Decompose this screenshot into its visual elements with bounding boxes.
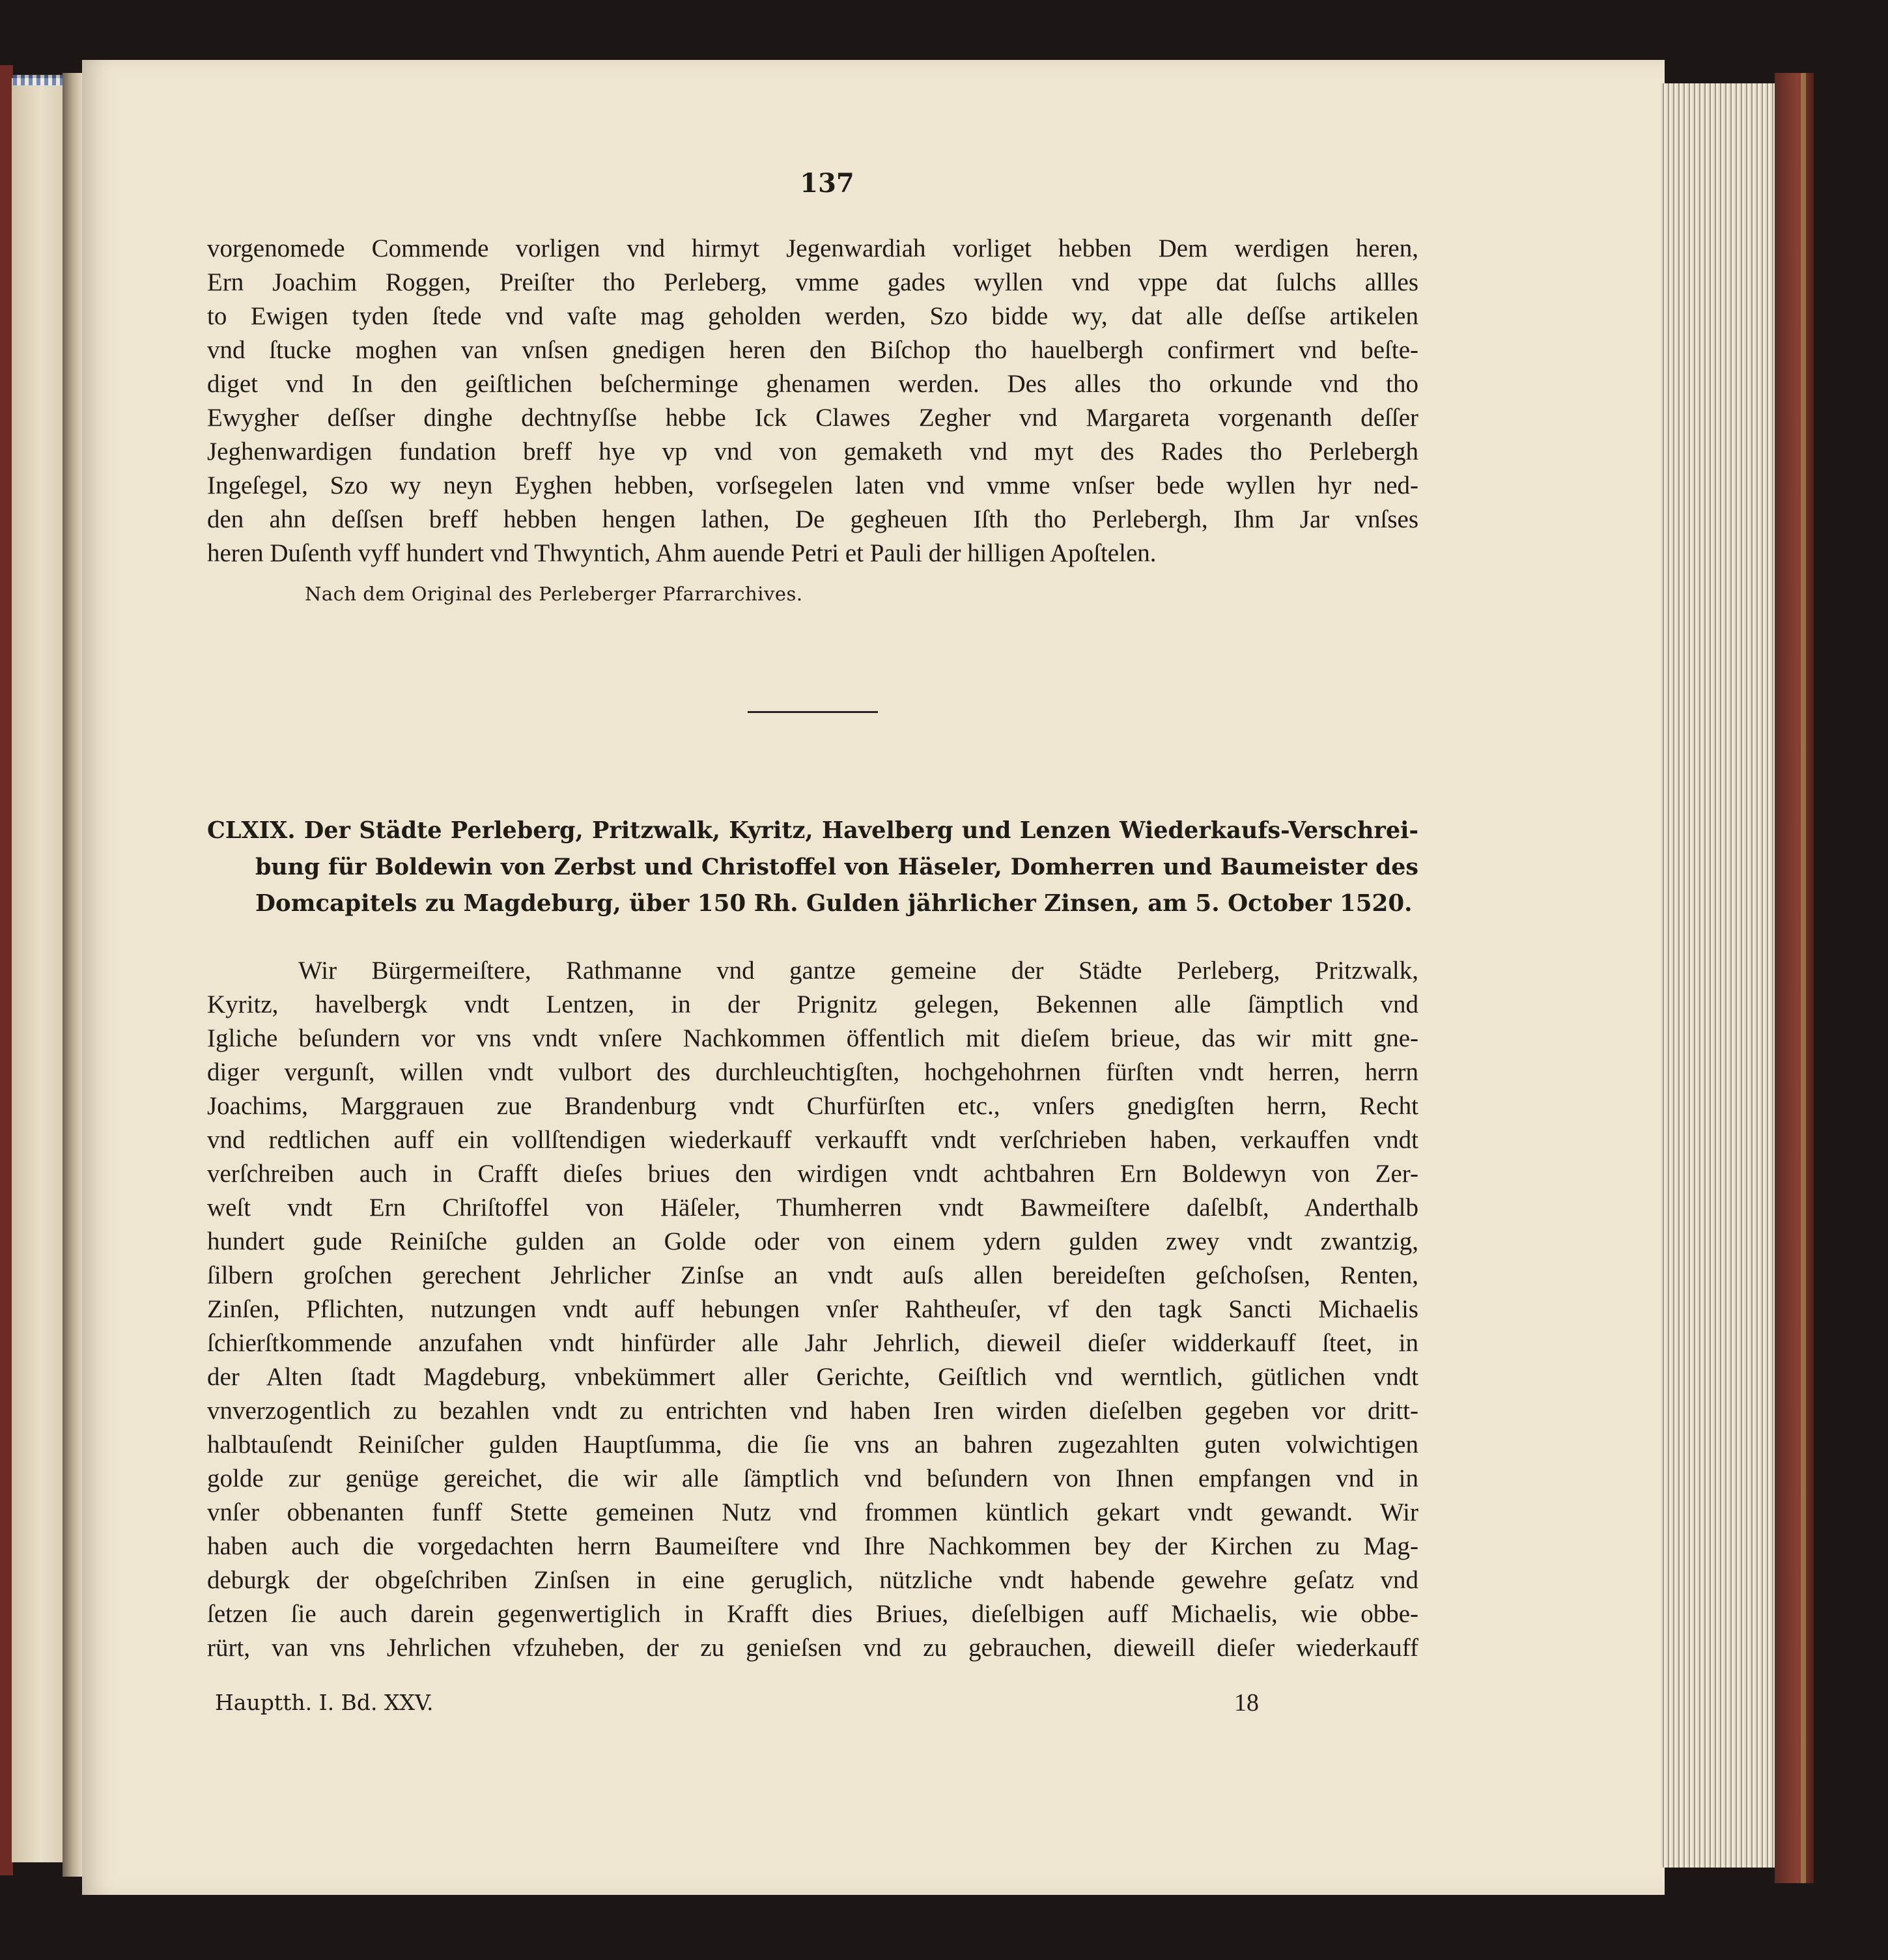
text-line: heren Duſenth vyff hundert vnd Thwyntich, Ahm auende Petri et Pauli der hilligen Apoſtelen. bbox=[207, 539, 1157, 567]
text-line: Wir Bürgermeiſtere, Rathmanne vnd gantze gemeine der Städte Perleberg, Pritzwalk, bbox=[298, 957, 1418, 985]
text-line: Ingeſegel, Szo wy neyn Eyghen hebben, vorſsegelen laten vnd vmme vnſser bede wyllen hyr ned- bbox=[207, 471, 1418, 499]
text-line: weſt vndt Ern Chriſtoffel von Häſeler, Thumherren vndt Bawmeiſtere daſelbſt, Anderthalb bbox=[207, 1194, 1418, 1222]
text-line: vorgenomede Commende vorligen vnd hirmyt Jegenwardiah vorliget hebben Dem werdigen heren, bbox=[207, 234, 1418, 262]
top-paragraph bbox=[207, 232, 1418, 570]
text-line: Zinſen, Pflichten, nutzungen vndt auff hebungen vnſer Rahtheuſer, vf den tagk Sancti Michaelis bbox=[207, 1295, 1418, 1323]
text-line: Kyritz, havelbergk vndt Lentzen, in der Prignitz gelegen, Bekennen alle ſämptlich vnd bbox=[207, 990, 1418, 1018]
text-line: Ewygher deſſser dinghe dechtnyſſse hebbe Ick Clawes Zegher vnd Margareta vorgenanth deſſer bbox=[207, 404, 1418, 432]
text-line: der Alten ſtadt Magdeburg, vnbekümmert aller Gerichte, Geiſtlich vnd werntlich, gütlichen vndt bbox=[207, 1363, 1418, 1391]
text-line: den ahn deſſsen breff hebben hengen lathen, De gegheuen Iſth tho Perlebergh, Ihm Jar vnſses bbox=[207, 505, 1418, 533]
text-line: verſchreiben auch in Crafft dieſes briues den wirdigen vndt achtbahren Ern Boldewyn von Zer- bbox=[207, 1160, 1418, 1188]
text-line: Jeghenwardigen fundation breff hye vp vnd von gemaketh vnd myt des Rades tho Perlebergh bbox=[207, 438, 1418, 466]
text-line: rürt, van vns Jehrlichen vfzuheben, der zu genieſsen vnd zu gebrauchen, dieweill dieſer wiederkauff bbox=[207, 1634, 1418, 1662]
left-book-cover bbox=[0, 65, 13, 1875]
text-line: vnverzogentlich zu bezahlen vndt zu entrichten vnd haben Iren wirden dieſelben gegeben vor dritt- bbox=[207, 1397, 1418, 1425]
text-line: ſilbern groſchen gerechent Jehrlicher Zinſse an vndt auſs allen bereideſten geſchoſsen, Renten, bbox=[207, 1261, 1418, 1289]
source-note: Nach dem Original des Perleberger Pfarrarchives. bbox=[305, 583, 803, 605]
right-book-cover bbox=[1775, 73, 1814, 1883]
heading-line: bung für Boldewin von Zerbst und Christoffel von Häseler, Domherren und Baumeister des bbox=[255, 854, 1418, 880]
signature-mark: Hauptth. I. Bd. XXV. bbox=[215, 1690, 434, 1715]
page-number: 137 bbox=[800, 168, 854, 199]
document-heading bbox=[207, 813, 1418, 922]
sheet-number: 18 bbox=[1234, 1689, 1259, 1716]
book-gutter bbox=[63, 73, 85, 1877]
text-line: vnd ſtucke moghen van vnſsen gnedigen heren den Biſchop tho hauelbergh confirmert vnd beſte- bbox=[207, 336, 1418, 364]
text-line: golde zur genüge gereichet, die wir alle ſämptlich vnd beſundern von Ihnen empfangen vnd in bbox=[207, 1464, 1418, 1492]
section-divider bbox=[748, 711, 878, 713]
text-line: Igliche beſundern vor vns vndt vnſere Nachkommen öffentlich mit dieſem brieue, das wir mitt gne- bbox=[207, 1024, 1418, 1052]
heading-line: Domcapitels zu Magdeburg, über 150 Rh. Gulden jährlicher Zinsen, am 5. October 1520. bbox=[255, 890, 1413, 917]
left-page bbox=[12, 78, 65, 1862]
text-line: Ern Joachim Roggen, Preiſter tho Perleberg, vmme gades wyllen vnd vppe dat ſulchs allles bbox=[207, 268, 1418, 296]
text-line: hundert gude Reiniſche gulden an Golde oder von einem ydern gulden zwey vndt zwantzig, bbox=[207, 1227, 1418, 1255]
text-line: haben auch die vorgedachten herrn Baumeiſtere vnd Ihre Nachkommen bey der Kirchen zu Mag- bbox=[207, 1532, 1418, 1560]
left-page-edge bbox=[13, 75, 65, 85]
main-paragraph bbox=[207, 954, 1418, 1665]
text-line: deburgk der obgeſchriben Zinſsen in eine geruglich, nützliche vndt habende gewehre geſatz vnd bbox=[207, 1566, 1418, 1594]
cover-trim bbox=[1801, 73, 1806, 1883]
text-line: ſchierſtkommende anzufahen vndt hinfürder alle Jahr Jehrlich, dieweil dieſer widderkauff ſteet, in bbox=[207, 1329, 1418, 1357]
text-line: to Ewigen tyden ſtede vnd vaſte mag geholden werden, Szo bidde wy, dat alle deſſse artikelen bbox=[207, 302, 1418, 330]
text-line: vnd redtlichen auff ein vollſtendigen wiederkauff verkaufft vndt verſchrieben haben, verkauffen vndt bbox=[207, 1126, 1418, 1154]
heading-line: CLXIX. Der Städte Perleberg, Pritzwalk, Kyritz, Havelberg und Lenzen Wiederkaufs-Verschrei- bbox=[207, 817, 1418, 844]
text-line: halbtauſendt Reiniſcher gulden Hauptſumma, die ſie vns an bahren zugezahlten guten volwichtigen bbox=[207, 1431, 1418, 1459]
text-line: diger vergunſt, willen vndt vulbort des durchleuchtigſten, hochgehohrnen fürſten vndt herren, herrn bbox=[207, 1058, 1418, 1086]
text-line: diget vnd In den geiſtlichen beſcherminge ghenamen werden. Des alles tho orkunde vnd tho bbox=[207, 370, 1418, 398]
text-line: vnſer obbenanten funff Stette gemeinen Nutz vnd frommen küntlich gekart vndt gewandt. Wir bbox=[207, 1498, 1418, 1526]
text-line: ſetzen ſie auch darein gegenwertiglich in Krafft dies Briues, dieſelbigen auff Michaelis, wie obbe- bbox=[207, 1600, 1418, 1628]
page-edges bbox=[1661, 83, 1778, 1868]
text-line: Joachims, Marggrauen zue Brandenburg vndt Churfürſten etc., vnſers gnedigſten herrn, Recht bbox=[207, 1092, 1418, 1120]
